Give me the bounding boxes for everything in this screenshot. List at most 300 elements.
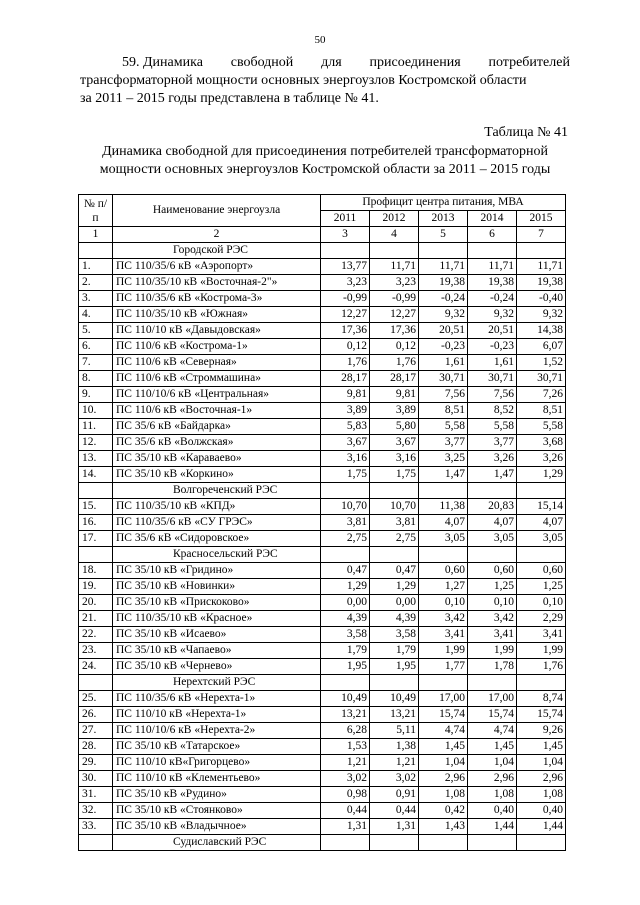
value-cell: 9,32 xyxy=(419,307,468,323)
substation-name: ПС 110/6 кВ «Северная» xyxy=(113,355,321,371)
row-number: 7. xyxy=(79,355,113,371)
value-cell: 15,14 xyxy=(517,499,566,515)
value-cell: 1,61 xyxy=(468,355,517,371)
section-row xyxy=(79,547,566,563)
empty-cell xyxy=(321,835,370,851)
value-cell: 3,05 xyxy=(517,531,566,547)
row-number: 28. xyxy=(79,739,113,755)
value-cell: 2,96 xyxy=(468,771,517,787)
value-cell: 15,74 xyxy=(419,707,468,723)
row-number: 24. xyxy=(79,659,113,675)
section-name: Нерехтский РЭС xyxy=(113,675,321,691)
row-number: 10. xyxy=(79,403,113,419)
value-cell: 7,26 xyxy=(517,387,566,403)
value-cell: 0,00 xyxy=(321,595,370,611)
value-cell: 12,27 xyxy=(370,307,419,323)
table-row xyxy=(79,387,566,403)
value-cell: 10,70 xyxy=(370,499,419,515)
value-cell: 0,60 xyxy=(468,563,517,579)
row-number: 14. xyxy=(79,467,113,483)
row-number: 9. xyxy=(79,387,113,403)
paragraph-word: свободной xyxy=(230,55,294,70)
substation-name: ПС 110/35/10 кВ «Восточная-2"» xyxy=(113,275,321,291)
table-body xyxy=(79,243,566,851)
value-cell: 1,21 xyxy=(370,755,419,771)
value-cell: 19,38 xyxy=(468,275,517,291)
paragraph-line-1 xyxy=(80,54,570,72)
empty-cell xyxy=(517,675,566,691)
empty-cell xyxy=(321,547,370,563)
empty-cell xyxy=(517,483,566,499)
value-cell: 3,16 xyxy=(370,451,419,467)
substation-name: ПС 110/10 кВ«Григорцево» xyxy=(113,755,321,771)
value-cell: 5,11 xyxy=(370,723,419,739)
table-title-line-2: мощности основных энергоузлов Костромской области за 2011 – 2015 годы xyxy=(99,162,551,177)
section-row xyxy=(79,243,566,259)
value-cell: 1,47 xyxy=(468,467,517,483)
paragraph-word: для xyxy=(321,55,342,70)
substation-name: ПС 110/35/10 кВ «КПД» xyxy=(113,499,321,515)
row-number: 21. xyxy=(79,611,113,627)
value-cell: 0,44 xyxy=(321,803,370,819)
substation-name: ПС 110/6 кВ «Строммашина» xyxy=(113,371,321,387)
row-number: 11. xyxy=(79,419,113,435)
row-number: 5. xyxy=(79,323,113,339)
value-cell: 11,71 xyxy=(517,259,566,275)
value-cell: 3,41 xyxy=(419,627,468,643)
section-row xyxy=(79,675,566,691)
section-num-cell xyxy=(79,675,113,691)
row-number: 26. xyxy=(79,707,113,723)
table-row xyxy=(79,307,566,323)
value-cell: 5,80 xyxy=(370,419,419,435)
substation-name: ПС 35/6 кВ «Сидоровское» xyxy=(113,531,321,547)
table-row xyxy=(79,435,566,451)
value-cell: 8,74 xyxy=(517,691,566,707)
value-cell: 3,89 xyxy=(370,403,419,419)
value-cell: 0,47 xyxy=(321,563,370,579)
value-cell: 9,81 xyxy=(370,387,419,403)
value-cell: 19,38 xyxy=(419,275,468,291)
value-cell: 15,74 xyxy=(468,707,517,723)
row-number: 1. xyxy=(79,259,113,275)
value-cell: 20,51 xyxy=(468,323,517,339)
value-cell: 1,29 xyxy=(370,579,419,595)
value-cell: 3,68 xyxy=(517,435,566,451)
substation-name: ПС 110/35/10 кВ «Южная» xyxy=(113,307,321,323)
table-row xyxy=(79,451,566,467)
index-cell: 4 xyxy=(370,227,419,243)
value-cell: 11,38 xyxy=(419,499,468,515)
empty-cell xyxy=(419,835,468,851)
value-cell: 10,70 xyxy=(321,499,370,515)
empty-cell xyxy=(370,835,419,851)
value-cell: 1,21 xyxy=(321,755,370,771)
section-num-cell xyxy=(79,835,113,851)
value-cell: -0,99 xyxy=(370,291,419,307)
value-cell: 3,02 xyxy=(370,771,419,787)
row-number: 32. xyxy=(79,803,113,819)
value-cell: 6,28 xyxy=(321,723,370,739)
value-cell: 3,58 xyxy=(321,627,370,643)
value-cell: 3,26 xyxy=(517,451,566,467)
page-number: 50 xyxy=(314,34,326,46)
value-cell: 0,00 xyxy=(370,595,419,611)
index-cell: 5 xyxy=(419,227,468,243)
row-number: 4. xyxy=(79,307,113,323)
value-cell: -0,24 xyxy=(419,291,468,307)
value-cell: 1,43 xyxy=(419,819,468,835)
value-cell: 7,56 xyxy=(419,387,468,403)
table-row xyxy=(79,627,566,643)
value-cell: 1,61 xyxy=(419,355,468,371)
empty-cell xyxy=(419,675,468,691)
value-cell: 9,81 xyxy=(321,387,370,403)
row-number: 16. xyxy=(79,515,113,531)
value-cell: 4,07 xyxy=(419,515,468,531)
value-cell: 1,95 xyxy=(370,659,419,675)
value-cell: 3,58 xyxy=(370,627,419,643)
value-cell: 1,08 xyxy=(517,787,566,803)
substation-name: ПС 110/35/6 кВ «Нерехта-1» xyxy=(113,691,321,707)
substation-name: ПС 35/10 кВ «Владычное» xyxy=(113,819,321,835)
table-row xyxy=(79,291,566,307)
empty-cell xyxy=(517,547,566,563)
substation-name: ПС 35/10 кВ «Караваево» xyxy=(113,451,321,467)
value-cell: 2,29 xyxy=(517,611,566,627)
value-cell: 7,56 xyxy=(468,387,517,403)
value-cell: 3,16 xyxy=(321,451,370,467)
row-number: 19. xyxy=(79,579,113,595)
value-cell: 1,75 xyxy=(321,467,370,483)
substation-name: ПС 110/10 кВ «Давыдовская» xyxy=(113,323,321,339)
header-year: 2012 xyxy=(370,211,419,227)
table-number: Таблица № 41 xyxy=(484,125,568,140)
value-cell: 1,95 xyxy=(321,659,370,675)
value-cell: 3,23 xyxy=(370,275,419,291)
header-year: 2015 xyxy=(517,211,566,227)
value-cell: 15,74 xyxy=(517,707,566,723)
table-row xyxy=(79,371,566,387)
value-cell: 1,04 xyxy=(419,755,468,771)
value-cell: 2,75 xyxy=(321,531,370,547)
value-cell: 1,79 xyxy=(370,643,419,659)
value-cell: 1,47 xyxy=(419,467,468,483)
value-cell: 1,53 xyxy=(321,739,370,755)
row-number: 8. xyxy=(79,371,113,387)
empty-cell xyxy=(468,243,517,259)
substation-name: ПС 35/10 кВ «Стоянково» xyxy=(113,803,321,819)
surplus-table xyxy=(78,194,566,851)
empty-cell xyxy=(370,675,419,691)
value-cell: 4,39 xyxy=(370,611,419,627)
substation-name: ПС 35/10 кВ «Новинки» xyxy=(113,579,321,595)
paragraph-line-3: за 2011 – 2015 годы представлена в таблице № 41. xyxy=(80,91,379,106)
empty-cell xyxy=(468,483,517,499)
substation-name: ПС 35/6 кВ «Волжская» xyxy=(113,435,321,451)
value-cell: 11,71 xyxy=(468,259,517,275)
substation-name: ПС 110/10/6 кВ «Центральная» xyxy=(113,387,321,403)
value-cell: 4,07 xyxy=(517,515,566,531)
table-row xyxy=(79,355,566,371)
header-year: 2011 xyxy=(321,211,370,227)
substation-name: ПС 110/10/6 кВ «Нерехта-2» xyxy=(113,723,321,739)
row-number: 33. xyxy=(79,819,113,835)
value-cell: 3,25 xyxy=(419,451,468,467)
substation-name: ПС 110/35/10 кВ «Красное» xyxy=(113,611,321,627)
value-cell: -0,40 xyxy=(517,291,566,307)
paragraph-word: присоединения xyxy=(369,55,461,70)
value-cell: 1,08 xyxy=(468,787,517,803)
value-cell: 5,58 xyxy=(517,419,566,435)
substation-name: ПС 35/10 кВ «Гридино» xyxy=(113,563,321,579)
value-cell: 20,83 xyxy=(468,499,517,515)
value-cell: 1,76 xyxy=(517,659,566,675)
value-cell: 1,38 xyxy=(370,739,419,755)
row-number: 25. xyxy=(79,691,113,707)
value-cell: 3,41 xyxy=(468,627,517,643)
value-cell: 11,71 xyxy=(370,259,419,275)
table-row xyxy=(79,579,566,595)
header-year: 2013 xyxy=(419,211,468,227)
value-cell: 1,04 xyxy=(468,755,517,771)
table-row xyxy=(79,803,566,819)
value-cell: 1,27 xyxy=(419,579,468,595)
value-cell: 3,42 xyxy=(419,611,468,627)
substation-name: ПС 35/10 кВ «Чапаево» xyxy=(113,643,321,659)
value-cell: 3,81 xyxy=(321,515,370,531)
value-cell: 17,00 xyxy=(468,691,517,707)
row-number: 2. xyxy=(79,275,113,291)
row-number: 30. xyxy=(79,771,113,787)
value-cell: 8,51 xyxy=(517,403,566,419)
empty-cell xyxy=(468,675,517,691)
value-cell: 4,39 xyxy=(321,611,370,627)
table-row xyxy=(79,771,566,787)
value-cell: 1,79 xyxy=(321,643,370,659)
table-row xyxy=(79,643,566,659)
value-cell: 1,29 xyxy=(321,579,370,595)
value-cell: 1,75 xyxy=(370,467,419,483)
empty-cell xyxy=(468,547,517,563)
value-cell: 1,29 xyxy=(517,467,566,483)
row-number: 22. xyxy=(79,627,113,643)
intro-paragraph xyxy=(80,54,570,108)
substation-name: ПС 35/10 кВ «Прискоково» xyxy=(113,595,321,611)
empty-cell xyxy=(370,483,419,499)
value-cell: 17,36 xyxy=(321,323,370,339)
table-row xyxy=(79,499,566,515)
value-cell: 3,05 xyxy=(419,531,468,547)
empty-cell xyxy=(419,243,468,259)
table-row xyxy=(79,531,566,547)
value-cell: 0,60 xyxy=(419,563,468,579)
row-number: 17. xyxy=(79,531,113,547)
value-cell: 1,44 xyxy=(517,819,566,835)
empty-cell xyxy=(517,243,566,259)
value-cell: 1,31 xyxy=(370,819,419,835)
value-cell: 0,12 xyxy=(370,339,419,355)
value-cell: 0,12 xyxy=(321,339,370,355)
section-num-cell xyxy=(79,483,113,499)
value-cell: 1,44 xyxy=(468,819,517,835)
value-cell: 1,08 xyxy=(419,787,468,803)
row-number: 13. xyxy=(79,451,113,467)
table-row xyxy=(79,739,566,755)
value-cell: 1,25 xyxy=(468,579,517,595)
value-cell: 4,07 xyxy=(468,515,517,531)
value-cell: 9,32 xyxy=(517,307,566,323)
substation-name: ПС 35/10 кВ «Исаево» xyxy=(113,627,321,643)
section-row xyxy=(79,483,566,499)
value-cell: 5,58 xyxy=(468,419,517,435)
value-cell: 4,74 xyxy=(419,723,468,739)
value-cell: 13,21 xyxy=(321,707,370,723)
value-cell: 5,83 xyxy=(321,419,370,435)
value-cell: 8,52 xyxy=(468,403,517,419)
row-number: 20. xyxy=(79,595,113,611)
table-title-line-1: Динамика свободной для присоединения потребителей трансформаторной xyxy=(102,144,548,159)
section-name: Городской РЭС xyxy=(113,243,321,259)
header-year: 2014 xyxy=(468,211,517,227)
value-cell: 30,71 xyxy=(517,371,566,387)
value-cell: 1,99 xyxy=(517,643,566,659)
value-cell: 3,67 xyxy=(321,435,370,451)
substation-name: ПС 35/10 кВ «Рудино» xyxy=(113,787,321,803)
row-number: 31. xyxy=(79,787,113,803)
table-row xyxy=(79,691,566,707)
value-cell: 19,38 xyxy=(517,275,566,291)
value-cell: 13,21 xyxy=(370,707,419,723)
value-cell: 1,77 xyxy=(419,659,468,675)
value-cell: 0,40 xyxy=(468,803,517,819)
substation-name: ПС 110/35/6 кВ «СУ ГРЭС» xyxy=(113,515,321,531)
value-cell: 1,04 xyxy=(517,755,566,771)
value-cell: 0,91 xyxy=(370,787,419,803)
value-cell: 10,49 xyxy=(370,691,419,707)
value-cell: 1,78 xyxy=(468,659,517,675)
index-cell: 2 xyxy=(113,227,321,243)
value-cell: 9,26 xyxy=(517,723,566,739)
value-cell: 1,99 xyxy=(468,643,517,659)
value-cell: 9,32 xyxy=(468,307,517,323)
table-row xyxy=(79,755,566,771)
value-cell: 3,89 xyxy=(321,403,370,419)
value-cell: 5,58 xyxy=(419,419,468,435)
table-row xyxy=(79,595,566,611)
value-cell: 1,52 xyxy=(517,355,566,371)
section-num-cell xyxy=(79,547,113,563)
substation-name: ПС 35/6 кВ «Байдарка» xyxy=(113,419,321,435)
value-cell: 3,77 xyxy=(468,435,517,451)
empty-cell xyxy=(468,835,517,851)
value-cell: 20,51 xyxy=(419,323,468,339)
section-row xyxy=(79,835,566,851)
value-cell: 0,42 xyxy=(419,803,468,819)
substation-name: ПС 35/10 кВ «Татарское» xyxy=(113,739,321,755)
table-row xyxy=(79,403,566,419)
row-number: 15. xyxy=(79,499,113,515)
table-row xyxy=(79,259,566,275)
table-title xyxy=(70,143,580,179)
section-name: Красносельский РЭС xyxy=(113,547,321,563)
table-row xyxy=(79,611,566,627)
index-cell: 7 xyxy=(517,227,566,243)
index-cell: 6 xyxy=(468,227,517,243)
paragraph-line-2: трансформаторной мощности основных энергоузлов Костромской области xyxy=(80,73,527,88)
value-cell: 3,81 xyxy=(370,515,419,531)
table-row xyxy=(79,275,566,291)
value-cell: 11,71 xyxy=(419,259,468,275)
value-cell: 1,45 xyxy=(517,739,566,755)
value-cell: 1,76 xyxy=(370,355,419,371)
table-row xyxy=(79,563,566,579)
value-cell: 3,42 xyxy=(468,611,517,627)
table-row xyxy=(79,419,566,435)
row-number: 3. xyxy=(79,291,113,307)
value-cell: 3,05 xyxy=(468,531,517,547)
row-number: 29. xyxy=(79,755,113,771)
value-cell: 1,76 xyxy=(321,355,370,371)
value-cell: 1,25 xyxy=(517,579,566,595)
value-cell: 4,74 xyxy=(468,723,517,739)
value-cell: 12,27 xyxy=(321,307,370,323)
value-cell: 8,51 xyxy=(419,403,468,419)
substation-name: ПС 110/35/6 кВ «Кострома-3» xyxy=(113,291,321,307)
row-number: 6. xyxy=(79,339,113,355)
table-row xyxy=(79,515,566,531)
value-cell: 17,00 xyxy=(419,691,468,707)
section-num-cell xyxy=(79,243,113,259)
value-cell: 13,77 xyxy=(321,259,370,275)
value-cell: 0,40 xyxy=(517,803,566,819)
value-cell: 10,49 xyxy=(321,691,370,707)
section-name: Судиславский РЭС xyxy=(113,835,321,851)
value-cell: 2,75 xyxy=(370,531,419,547)
value-cell: 14,38 xyxy=(517,323,566,339)
section-name: Волгореченский РЭС xyxy=(113,483,321,499)
table-row xyxy=(79,323,566,339)
value-cell: -0,23 xyxy=(419,339,468,355)
table-row xyxy=(79,707,566,723)
value-cell: 1,31 xyxy=(321,819,370,835)
empty-cell xyxy=(370,547,419,563)
value-cell: 28,17 xyxy=(321,371,370,387)
value-cell: 3,41 xyxy=(517,627,566,643)
value-cell: 1,45 xyxy=(419,739,468,755)
table-row xyxy=(79,339,566,355)
value-cell: 0,10 xyxy=(419,595,468,611)
empty-cell xyxy=(370,243,419,259)
value-cell: 0,47 xyxy=(370,563,419,579)
empty-cell xyxy=(321,675,370,691)
value-cell: 0,44 xyxy=(370,803,419,819)
value-cell: -0,23 xyxy=(468,339,517,355)
index-cell: 1 xyxy=(79,227,113,243)
value-cell: 1,99 xyxy=(419,643,468,659)
value-cell: 1,45 xyxy=(468,739,517,755)
row-number: 18. xyxy=(79,563,113,579)
header-surplus: Профицит центра питания, МВА xyxy=(321,195,566,211)
value-cell: 3,26 xyxy=(468,451,517,467)
empty-cell xyxy=(517,835,566,851)
value-cell: 2,96 xyxy=(517,771,566,787)
table-row xyxy=(79,659,566,675)
substation-name: ПС 110/6 кВ «Кострома-1» xyxy=(113,339,321,355)
value-cell: 3,77 xyxy=(419,435,468,451)
value-cell: 30,71 xyxy=(419,371,468,387)
substation-name: ПС 35/10 кВ «Черневo» xyxy=(113,659,321,675)
